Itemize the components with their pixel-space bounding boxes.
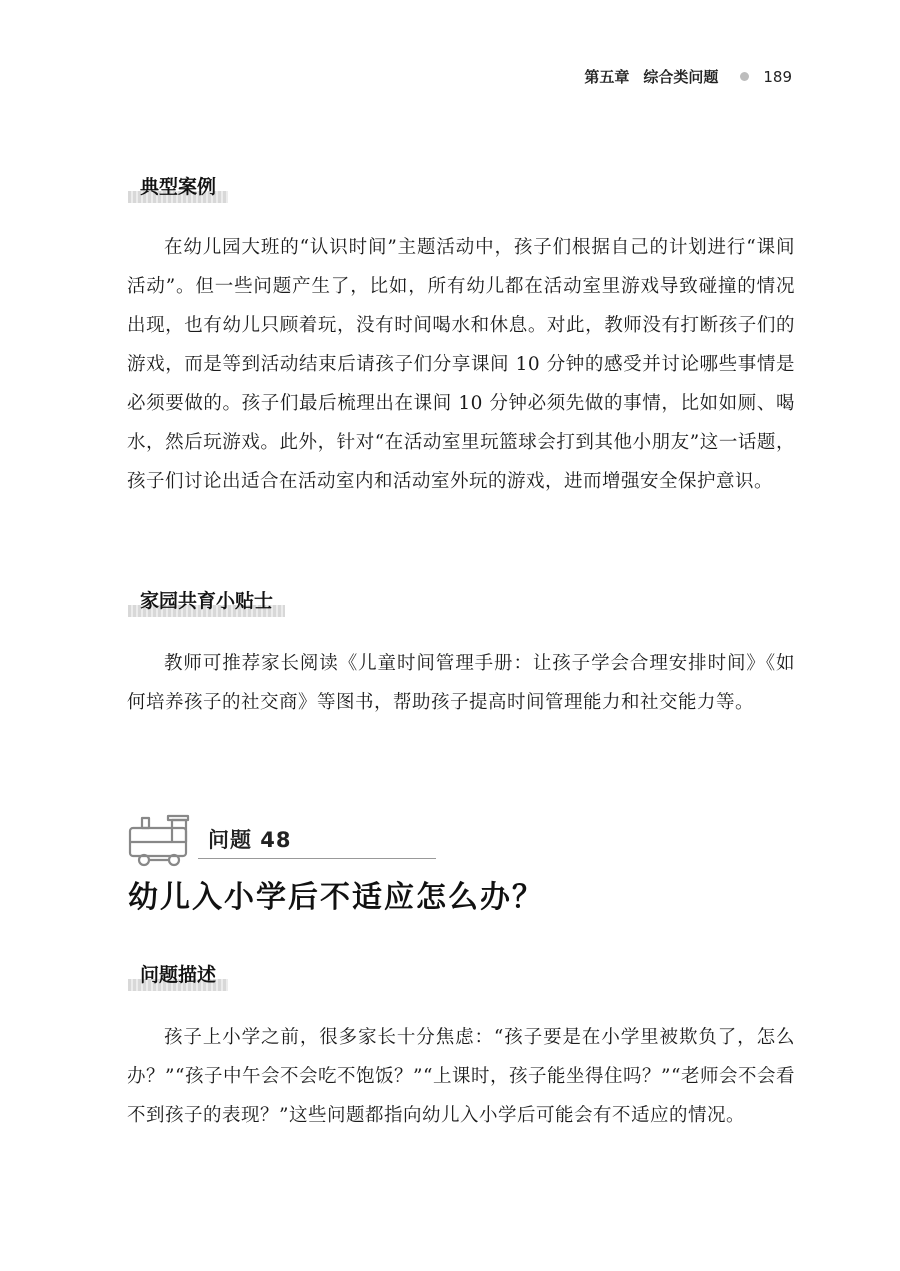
question-divider <box>198 858 436 859</box>
separator-dot-icon <box>740 72 749 81</box>
tips-section-heading <box>128 586 285 617</box>
chapter-title: 综合类问题 <box>643 68 719 86</box>
running-header <box>584 66 792 87</box>
train-icon <box>128 812 194 870</box>
problem-section-heading <box>128 960 228 991</box>
question-title: 幼儿入小学后不适应怎么办？ <box>128 880 544 915</box>
case-heading-text: 典型案例 <box>140 176 217 198</box>
question-number-label: 问题 48 <box>208 828 292 852</box>
case-paragraph: 在幼儿园大班的“认识时间”主题活动中，孩子们根据自己的计划进行“课间活动”。但一些问题产生了，比如，所有幼儿都在活动室里游戏导致碰撞的情况出现，也有幼儿只顾着玩，没有时间喝水和休息。对此，教师没有打断孩子们的游戏，而是等到活动结束后请孩子们分享课间 10 分钟的感受并讨论哪些事情是必须要做的。孩子们最后梳理出在课间 10 分钟必须先做的事情，比如如厕、喝水，然后玩游戏。此外，针对“在活动室里玩篮球会打到其他小朋友”这一话题，孩子们讨论出适合在活动室内和活动室外玩的游戏，进而增强安全保护意识。 <box>127 237 795 492</box>
chapter-number: 第五章 <box>584 68 630 86</box>
problem-paragraph: 孩子上小学之前，很多家长十分焦虑：“孩子要是在小学里被欺负了，怎么办？”“孩子中午会不会吃不饱饭？”“上课时，孩子能坐得住吗？”“老师会不会看不到孩子的表现？”这些问题都指向幼儿入小学后可能会有不适应的情况。 <box>127 1027 795 1126</box>
question-badge <box>128 812 318 872</box>
problem-heading-text: 问题描述 <box>140 964 217 986</box>
page-number: 189 <box>763 67 792 86</box>
tips-heading-text: 家园共育小贴士 <box>140 590 274 612</box>
tips-paragraph: 教师可推荐家长阅读《儿童时间管理手册：让孩子学会合理安排时间》《如何培养孩子的社交商》等图书，帮助孩子提高时间管理能力和社交能力等。 <box>127 653 795 713</box>
case-section-heading <box>128 172 228 203</box>
